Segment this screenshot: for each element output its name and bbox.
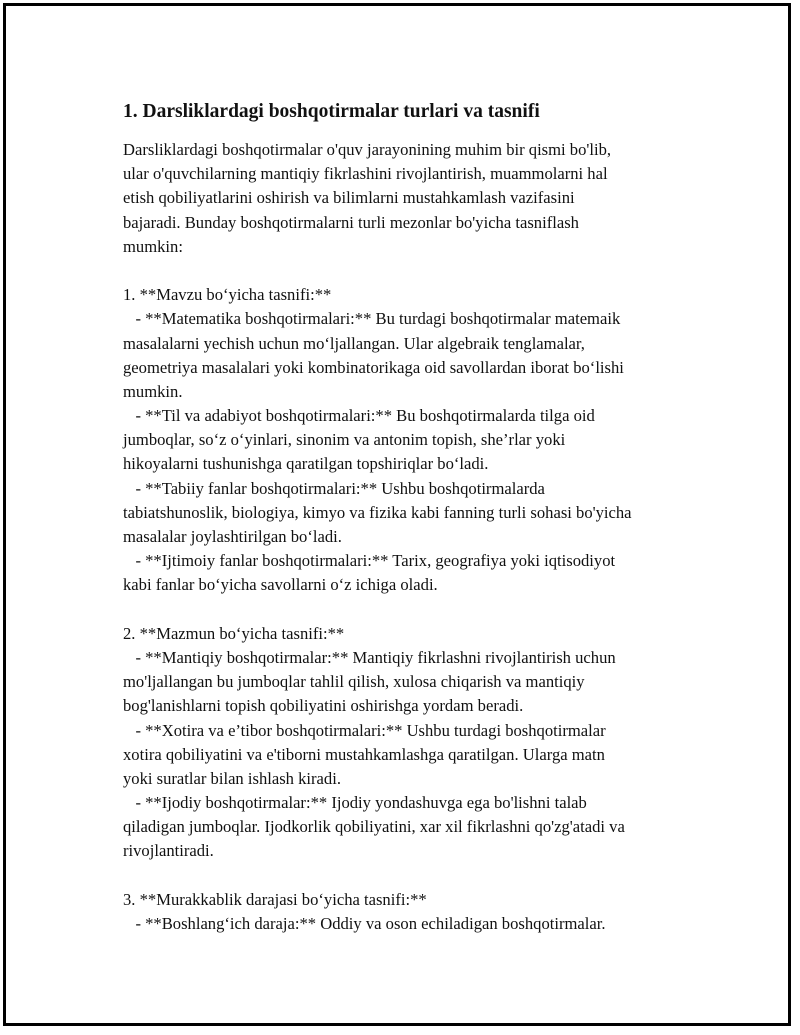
list-item-line: - **Ijodiy boshqotirmalar:** Ijodiy yondashuvga ega bo'lishni talab: [123, 793, 587, 813]
list-item-line: hikoyalarni tushunishga qaratilgan topshiriqlar bo‘ladi.: [123, 454, 489, 474]
list-item-line: mo'ljallangan bu jumboqlar tahlil qilish, xulosa chiqarish va mantiqiy: [123, 672, 585, 692]
list-item-line: - **Til va adabiyot boshqotirmalari:** Bu boshqotirmalarda tilga oid: [123, 406, 595, 426]
list-item-line: masalalarni yechish uchun mo‘ljallangan. Ular algebraik tenglamalar,: [123, 333, 585, 353]
paragraph-line: Darsliklardagi boshqotirmalar o'quv jarayonining muhim bir qismi bo'lib,: [123, 140, 612, 159]
section-heading: 3. **Murakkablik darajasi bo‘yicha tasnifi:**: [123, 889, 427, 909]
list-item-line: qiladigan jumboqlar. Ijodkorlik qobiliyatini, xar xil fikrlashni qo'zg'atadi va: [123, 817, 625, 837]
blank-line: [123, 864, 693, 888]
document-content: [123, 98, 693, 936]
list-item-line: kabi fanlar bo‘yicha savollarni o‘z ichiga oladi.: [123, 575, 438, 595]
paragraph-line: mumkin:: [123, 236, 183, 256]
list-item-line: mumkin.: [123, 381, 183, 401]
list-item-line: - **Boshlang‘ich daraja:** Oddiy va oson echiladigan boshqotirmalar.: [123, 914, 606, 933]
list-item-line: masalalar joylashtirilgan bo‘ladi.: [123, 527, 342, 546]
list-item-line: - **Xotira va e’tibor boshqotirmalari:** Ushbu turdagi boshqotirmalar: [123, 720, 606, 740]
paragraph-line: bajaradi. Bunday boshqotirmalarni turli mezonlar bo'yicha tasniflash: [123, 212, 579, 232]
paragraph-line: etish qobiliyatlarini oshirish va bilimlarni mustahkamlash vazifasini: [123, 188, 575, 208]
page-frame: [3, 3, 791, 1026]
section-heading: 1. **Mavzu bo‘yicha tasnifi:**: [123, 285, 332, 305]
list-item-line: bog'lanishlarni topish qobiliyatini oshirishga yordam beradi.: [123, 696, 524, 716]
list-item-line: geometriya masalalari yoki kombinatorikaga oid savollardan iborat bo‘lishi: [123, 357, 624, 377]
list-item-line: tabiatshunoslik, biologiya, kimyo va fizika kabi fanning turli sohasi bo'yicha: [123, 502, 632, 522]
list-item-line: - **Tabiiy fanlar boshqotirmalari:** Ushbu boshqotirmalarda: [123, 478, 545, 498]
paragraph-line: ular o'quvchilarning mantiqiy fikrlashini rivojlantirish, muammolarni hal: [123, 164, 608, 184]
list-item-line: jumboqlar, so‘z o‘yinlari, sinonim va antonim topish, she’rlar yoki: [123, 430, 566, 450]
document-title: 1. Darsliklardagi boshqotirmalar turlari va tasnifi: [123, 101, 540, 122]
list-item-line: rivojlantiradi.: [123, 841, 214, 861]
list-item-line: xotira qobiliyatini va e'tiborni mustahkamlashga qaratilgan. Ularga matn: [123, 744, 605, 764]
list-item-line: yoki suratlar bilan ishlash kiradi.: [123, 768, 341, 788]
blank-line: [123, 598, 693, 622]
list-item-line: - **Matematika boshqotirmalari:** Bu turdagi boshqotirmalar matemaik: [123, 309, 621, 329]
list-item-line: - **Mantiqiy boshqotirmalar:** Mantiqiy fikrlashni rivojlantirish uchun: [123, 647, 616, 667]
section-heading: 2. **Mazmun bo‘yicha tasnifi:**: [123, 623, 345, 643]
list-item-line: - **Ijtimoiy fanlar boshqotirmalari:** Tarix, geografiya yoki iqtisodiyot: [123, 551, 616, 571]
blank-line: [123, 259, 693, 283]
